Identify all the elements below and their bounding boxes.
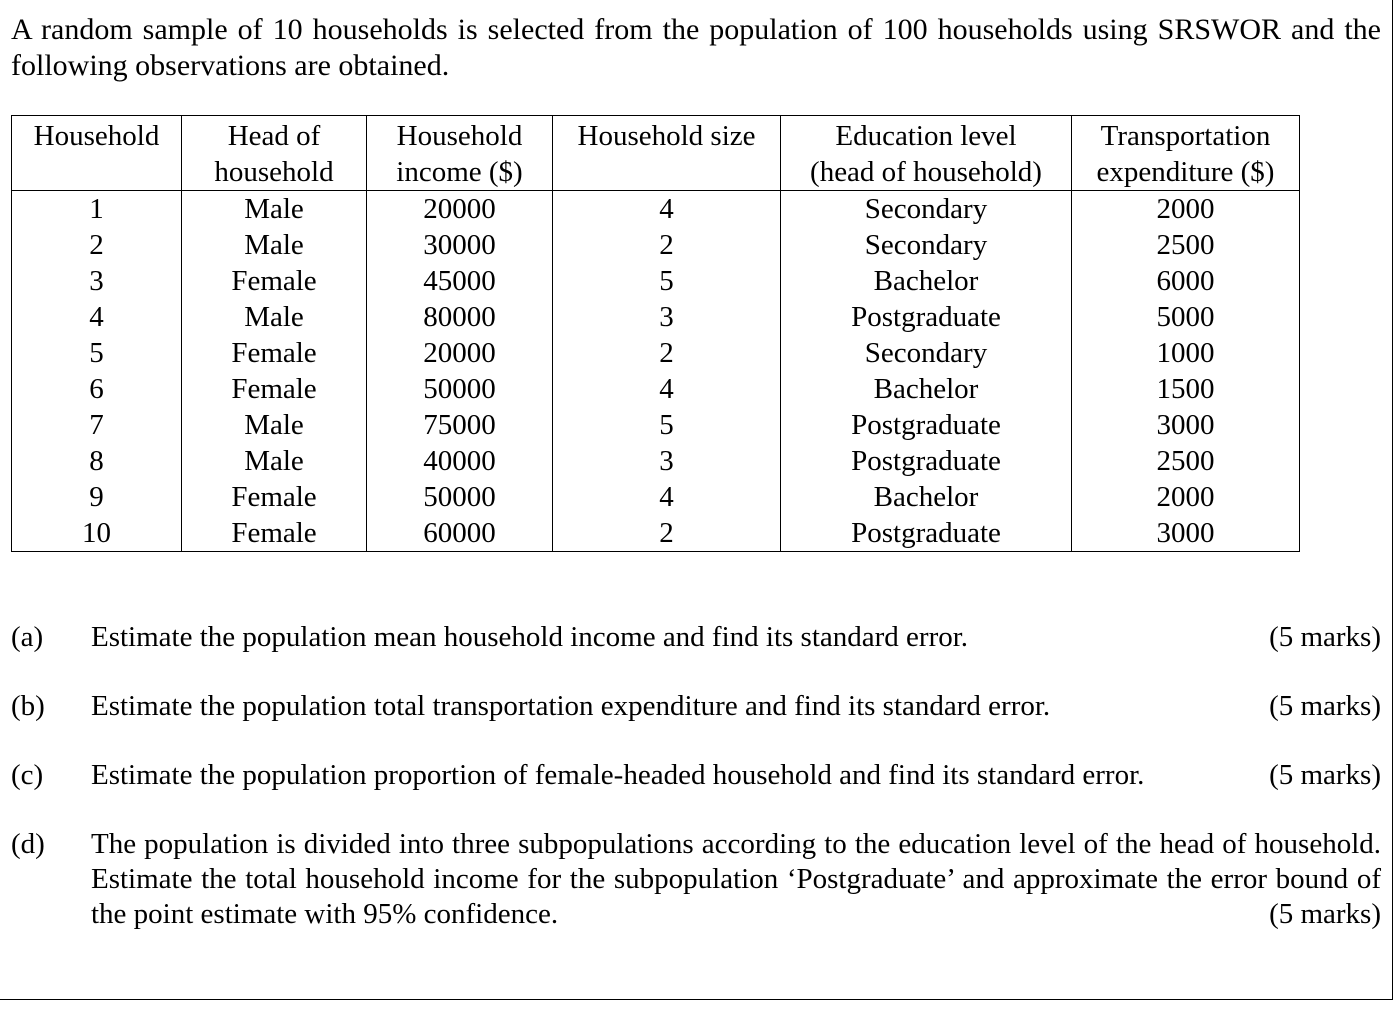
cell-household-number: 8 bbox=[12, 443, 182, 479]
cell-household-size: 2 bbox=[553, 515, 781, 552]
cell-household-size: 2 bbox=[553, 335, 781, 371]
cell-household-number: 5 bbox=[12, 335, 182, 371]
cell-education-level: Secondary bbox=[781, 191, 1072, 228]
question-marks: (5 marks) bbox=[1269, 690, 1381, 722]
table-row bbox=[12, 443, 1300, 479]
cell-education-level: Postgraduate bbox=[781, 299, 1072, 335]
cell-education-level: Bachelor bbox=[781, 479, 1072, 515]
cell-household-size: 5 bbox=[553, 263, 781, 299]
cell-transportation-expenditure: 2000 bbox=[1072, 191, 1300, 228]
table-row bbox=[12, 407, 1300, 443]
header-household: Household bbox=[12, 116, 182, 191]
question-marks: (5 marks) bbox=[1269, 898, 1381, 930]
question-label: (d) bbox=[11, 828, 45, 860]
question-marks: (5 marks) bbox=[1269, 759, 1381, 791]
cell-education-level: Bachelor bbox=[781, 371, 1072, 407]
question-d bbox=[11, 827, 1381, 937]
cell-education-level: Bachelor bbox=[781, 263, 1072, 299]
cell-household-number: 1 bbox=[12, 191, 182, 228]
cell-head-of-household: Female bbox=[182, 335, 367, 371]
cell-household-income: 20000 bbox=[367, 335, 553, 371]
cell-head-of-household: Female bbox=[182, 479, 367, 515]
question-text: The population is divided into three subpopulations according to the education level of the head of household. Estimate the total household income for the subpopulation ‘Postgraduate’ and approximate the error bound of the point estimate with 95% confidence. bbox=[91, 828, 1381, 930]
cell-education-level: Postgraduate bbox=[781, 407, 1072, 443]
cell-transportation-expenditure: 5000 bbox=[1072, 299, 1300, 335]
cell-household-number: 3 bbox=[12, 263, 182, 299]
cell-household-income: 60000 bbox=[367, 515, 553, 552]
cell-education-level: Postgraduate bbox=[781, 515, 1072, 552]
cell-transportation-expenditure: 3000 bbox=[1072, 407, 1300, 443]
cell-head-of-household: Female bbox=[182, 263, 367, 299]
cell-household-size: 4 bbox=[553, 191, 781, 228]
question-label: (c) bbox=[11, 759, 44, 791]
cell-household-income: 40000 bbox=[367, 443, 553, 479]
cell-education-level: Secondary bbox=[781, 335, 1072, 371]
cell-transportation-expenditure: 3000 bbox=[1072, 515, 1300, 552]
cell-household-size: 4 bbox=[553, 479, 781, 515]
cell-household-number: 6 bbox=[12, 371, 182, 407]
header-education-level: Education level (head of household) bbox=[781, 116, 1072, 191]
cell-transportation-expenditure: 2000 bbox=[1072, 479, 1300, 515]
cell-transportation-expenditure: 2500 bbox=[1072, 227, 1300, 263]
cell-head-of-household: Male bbox=[182, 227, 367, 263]
cell-household-size: 3 bbox=[553, 299, 781, 335]
cell-household-size: 5 bbox=[553, 407, 781, 443]
cell-household-income: 30000 bbox=[367, 227, 553, 263]
intro-paragraph: A random sample of 10 households is selected from the population of 100 households using SRSWOR and the following observations are obtained. bbox=[11, 13, 1381, 82]
table-row bbox=[12, 479, 1300, 515]
header-household-income: Household income ($) bbox=[367, 116, 553, 191]
question-text: Estimate the population total transportation expenditure and find its standard error. bbox=[91, 690, 1051, 722]
cell-household-income: 20000 bbox=[367, 191, 553, 228]
cell-head-of-household: Male bbox=[182, 443, 367, 479]
cell-household-income: 50000 bbox=[367, 371, 553, 407]
cell-household-size: 2 bbox=[553, 227, 781, 263]
cell-head-of-household: Male bbox=[182, 191, 367, 228]
table-row bbox=[12, 299, 1300, 335]
question-text: Estimate the population mean household income and find its standard error. bbox=[91, 621, 969, 653]
table-row bbox=[12, 263, 1300, 299]
cell-head-of-household: Male bbox=[182, 299, 367, 335]
table-body bbox=[12, 191, 1300, 552]
cell-education-level: Postgraduate bbox=[781, 443, 1072, 479]
question-label: (a) bbox=[11, 621, 44, 653]
question-marks: (5 marks) bbox=[1269, 621, 1381, 653]
header-transportation-expenditure: Transportation expenditure ($) bbox=[1072, 116, 1300, 191]
cell-household-income: 45000 bbox=[367, 263, 553, 299]
header-household-size: Household size bbox=[553, 116, 781, 191]
cell-household-income: 80000 bbox=[367, 299, 553, 335]
cell-transportation-expenditure: 6000 bbox=[1072, 263, 1300, 299]
table-row bbox=[12, 335, 1300, 371]
cell-household-number: 2 bbox=[12, 227, 182, 263]
cell-household-size: 4 bbox=[553, 371, 781, 407]
question-label: (b) bbox=[11, 690, 45, 722]
cell-household-income: 50000 bbox=[367, 479, 553, 515]
header-head-of-household: Head of household bbox=[182, 116, 367, 191]
cell-household-number: 10 bbox=[12, 515, 182, 552]
cell-transportation-expenditure: 1000 bbox=[1072, 335, 1300, 371]
table-row bbox=[12, 227, 1300, 263]
table-row bbox=[12, 191, 1300, 228]
cell-household-number: 9 bbox=[12, 479, 182, 515]
cell-household-number: 7 bbox=[12, 407, 182, 443]
household-data-table bbox=[11, 115, 1300, 552]
table-row bbox=[12, 515, 1300, 552]
table-row bbox=[12, 371, 1300, 407]
cell-household-number: 4 bbox=[12, 299, 182, 335]
table-header-row bbox=[12, 116, 1300, 191]
cell-transportation-expenditure: 1500 bbox=[1072, 371, 1300, 407]
cell-household-income: 75000 bbox=[367, 407, 553, 443]
cell-education-level: Secondary bbox=[781, 227, 1072, 263]
cell-head-of-household: Male bbox=[182, 407, 367, 443]
question-text: Estimate the population proportion of female-headed household and find its standard error. bbox=[91, 759, 1145, 791]
cell-head-of-household: Female bbox=[182, 515, 367, 552]
cell-head-of-household: Female bbox=[182, 371, 367, 407]
cell-transportation-expenditure: 2500 bbox=[1072, 443, 1300, 479]
cell-household-size: 3 bbox=[553, 443, 781, 479]
